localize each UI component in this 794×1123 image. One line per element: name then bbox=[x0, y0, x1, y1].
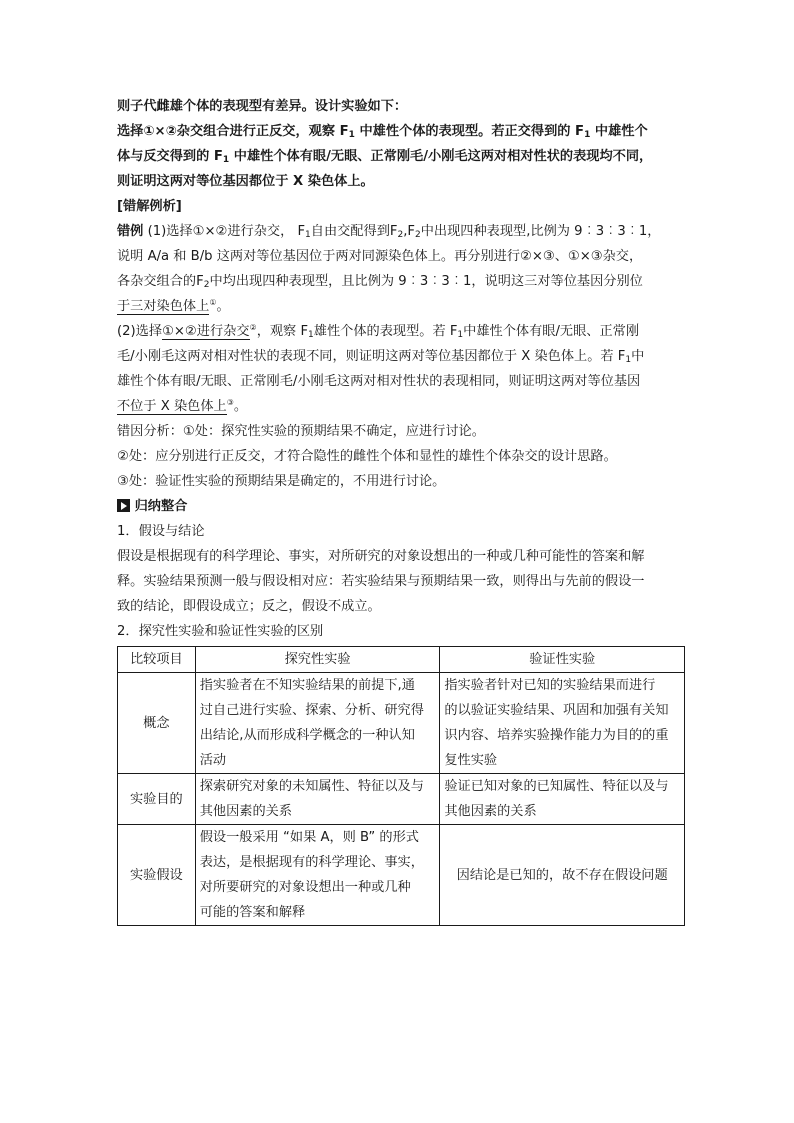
error-line-3: 各杂交组合的$F_2$中均出现四种表现型，且比例为 9︰3︰3︰1，说明这三对等位基因分别位 bbox=[117, 274, 643, 290]
error-line-8: 不位于 X 染色体上③。 bbox=[117, 398, 248, 414]
error-line-1: 错例 (1)选择①×②进行杂交， $F_1$自由交配得到$F_2,F_2$中出现四种表现型,比例为 9︰3︰3︰1， bbox=[117, 224, 661, 240]
play-triangle-icon bbox=[117, 499, 130, 512]
table-cell-explore: 假设一般采用 “如果 A，则 B” 的形式 表达，是根据现有的科学理论、事实， 对所要研究的对象设想出一种或几种 可能的答案和解释 bbox=[195, 825, 440, 926]
error-line-2: 说明 A/a 和 B/b 这两对等位基因位于两对同源染色体上。再分别进行②×③、①×③杂交， bbox=[117, 249, 643, 264]
summary-section-2-title: 2．探究性实验和验证性实验的区别 bbox=[117, 624, 324, 639]
summary-heading: 归纳整合 bbox=[117, 494, 685, 519]
table-header-row bbox=[118, 647, 685, 673]
analysis-line-1: 错因分析：①处：探究性实验的预期结果不确定，应进行讨论。 bbox=[117, 424, 485, 439]
table-cell-explore: 指实验者在不知实验结果的前提下,通 过自己进行实验、探索、分析、研究得 出结论,从而形成科学概念的一种认知 活动 bbox=[195, 673, 440, 774]
table-row-label: 实验假设 bbox=[118, 825, 196, 926]
intro-line-1: 则子代雌雄个体的表现型有差异。设计实验如下： bbox=[117, 99, 408, 114]
summary-section-1-title: 1．假设与结论 bbox=[117, 524, 205, 539]
table-header-explore: 探究性实验 bbox=[195, 647, 440, 673]
table-row-label: 实验目的 bbox=[118, 774, 196, 825]
table-header-item: 比较项目 bbox=[118, 647, 196, 673]
summary-section-1-line-2: 释。实验结果预测一般与假设相对应：若实验结果与预期结果一致，则得出与先前的假设一 bbox=[117, 574, 645, 589]
comparison-table bbox=[117, 646, 685, 926]
error-line-7: 雄性个体有眼/无眼、正常刚毛/小刚毛这两对相对性状的表现相同，则证明这两对等位基因 bbox=[117, 374, 641, 389]
table-cell-verify: 因结论是已知的，故不存在假设问题 bbox=[440, 825, 685, 926]
error-line-5: (2)选择①×②进行杂交②，观察 $F_1$雄性个体的表现型。若 $F_1$中雄性个体有眼/无眼、正常刚 bbox=[117, 323, 640, 340]
table-row bbox=[118, 673, 685, 774]
table-cell-verify: 验证已知对象的已知属性、特征以及与 其他因素的关系 bbox=[440, 774, 685, 825]
table-header-verify: 验证性实验 bbox=[440, 647, 685, 673]
intro-line-2: 选择①×②杂交组合进行正反交，观察 $F_1$ 中雄性个体的表现型。若正交得到的 $F_1$ 中雄性个 bbox=[117, 124, 648, 140]
error-line-4: 于三对染色体上①。 bbox=[117, 298, 230, 314]
analysis-line-3: ③处：验证性实验的预期结果是确定的，不用进行讨论。 bbox=[117, 474, 446, 489]
error-line-6: 毛/小刚毛这两对相对性状的表现不同，则证明这两对等位基因都位于 X 染色体上。若 $F_1$中 bbox=[117, 349, 645, 365]
table-cell-verify: 指实验者针对已知的实验结果而进行 的以验证实验结果、巩固和加强有关知 识内容、培养实验操作能力为目的的重 复性实验 bbox=[440, 673, 685, 774]
page-content bbox=[117, 94, 685, 926]
summary-section-1-line-3: 致的结论，即假设成立；反之，假设不成立。 bbox=[117, 599, 381, 614]
table-row bbox=[118, 774, 685, 825]
error-heading: [错解例析] bbox=[117, 199, 182, 214]
table-row bbox=[118, 825, 685, 926]
summary-section-1-line-1: 假设是根据现有的科学理论、事实，对所研究的对象设想出的一种或几种可能性的答案和解 bbox=[117, 549, 645, 564]
table-cell-explore: 探索研究对象的未知属性、特征以及与 其他因素的关系 bbox=[195, 774, 440, 825]
analysis-line-2: ②处：应分别进行正反交，才符合隐性的雌性个体和显性的雄性个体杂交的设计思路。 bbox=[117, 449, 617, 464]
intro-line-3: 体与反交得到的 $F_1$ 中雄性个体有眼/无眼、正常刚毛/小刚毛这两对相对性状的表现均不同， bbox=[117, 149, 653, 165]
intro-line-4: 则证明这两对等位基因都位于 X 染色体上。 bbox=[117, 174, 374, 189]
table-row-label: 概念 bbox=[118, 673, 196, 774]
